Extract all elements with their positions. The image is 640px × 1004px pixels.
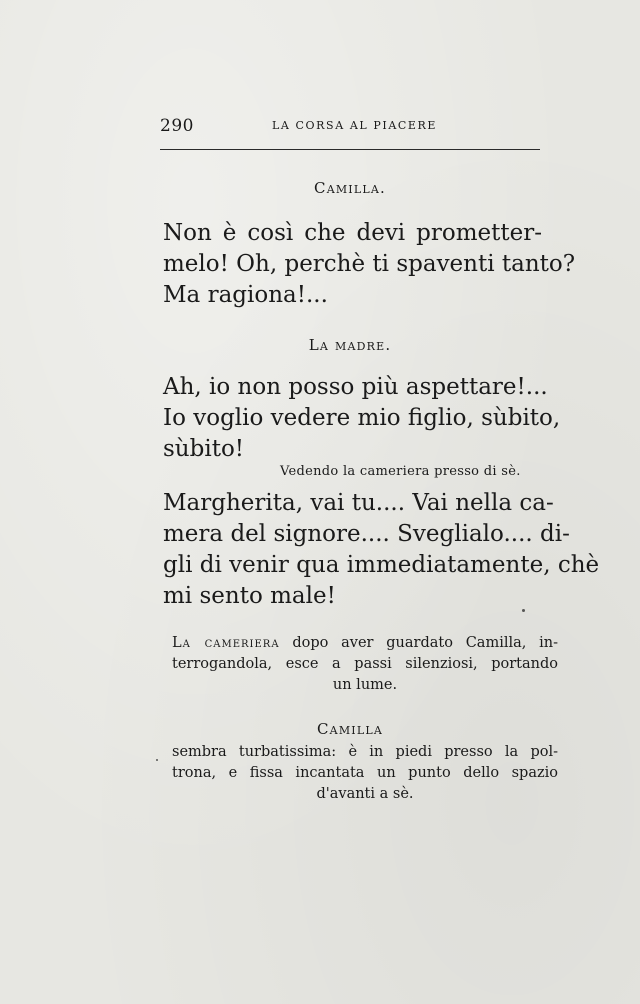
speech-line: Ma ragiona!... [163,282,328,308]
speech-line: Margherita, vai tu.... Vai nella ca- [163,490,554,516]
stage-line: trona, e fissa incantata un punto dello spazio [172,765,558,781]
speaker-camilla-2: Camilla [317,720,383,738]
speech-line: melo! Oh, perchè ti spaventi tanto? [163,251,576,277]
speech-line: Ah, io non posso più aspettare!... [163,374,548,400]
speaker-la-cameriera: La cameriera [172,635,280,651]
speech-line: Io voglio vedere mio figlio, sùbito, [163,405,561,431]
page-header [160,116,540,138]
ink-speck [156,759,158,761]
stage-direction: Vedendo la cameriera presso di sè. [280,464,521,479]
speech-line: Non è così che devi prometter- [163,220,542,246]
header-rule [160,149,540,150]
page-number: 290 [160,116,194,136]
stage-cameriera [172,633,558,696]
speech-line: sùbito! [163,436,245,462]
speaker-la-madre: La madre. [308,336,392,354]
stage-line: sembra turbatissima: è in piedi presso la pol- [172,744,558,760]
speech-line: mera del signore.... Sveglialo.... di- [163,521,570,547]
stage-line: d'avanti a sè. [316,786,414,802]
speaker-camilla-1: Camilla. [314,179,386,197]
stage-line: un lume. [332,677,398,693]
speech-line: mi sento male! [163,583,336,609]
running-title: LA CORSA AL PIACERE [272,119,438,132]
speech-camilla-1 [163,218,576,311]
stage-camilla [172,742,558,805]
stage-line: terrogandola, esce a passi silenziosi, portando [172,656,558,672]
speech-la-madre-1 [163,372,561,465]
speech-line: gli di venir qua immediatamente, chè [163,552,600,578]
speech-la-madre-2 [163,488,600,612]
ink-speck [522,609,525,612]
stage-line: La cameriera dopo aver guardato Camilla, in- [172,635,558,651]
